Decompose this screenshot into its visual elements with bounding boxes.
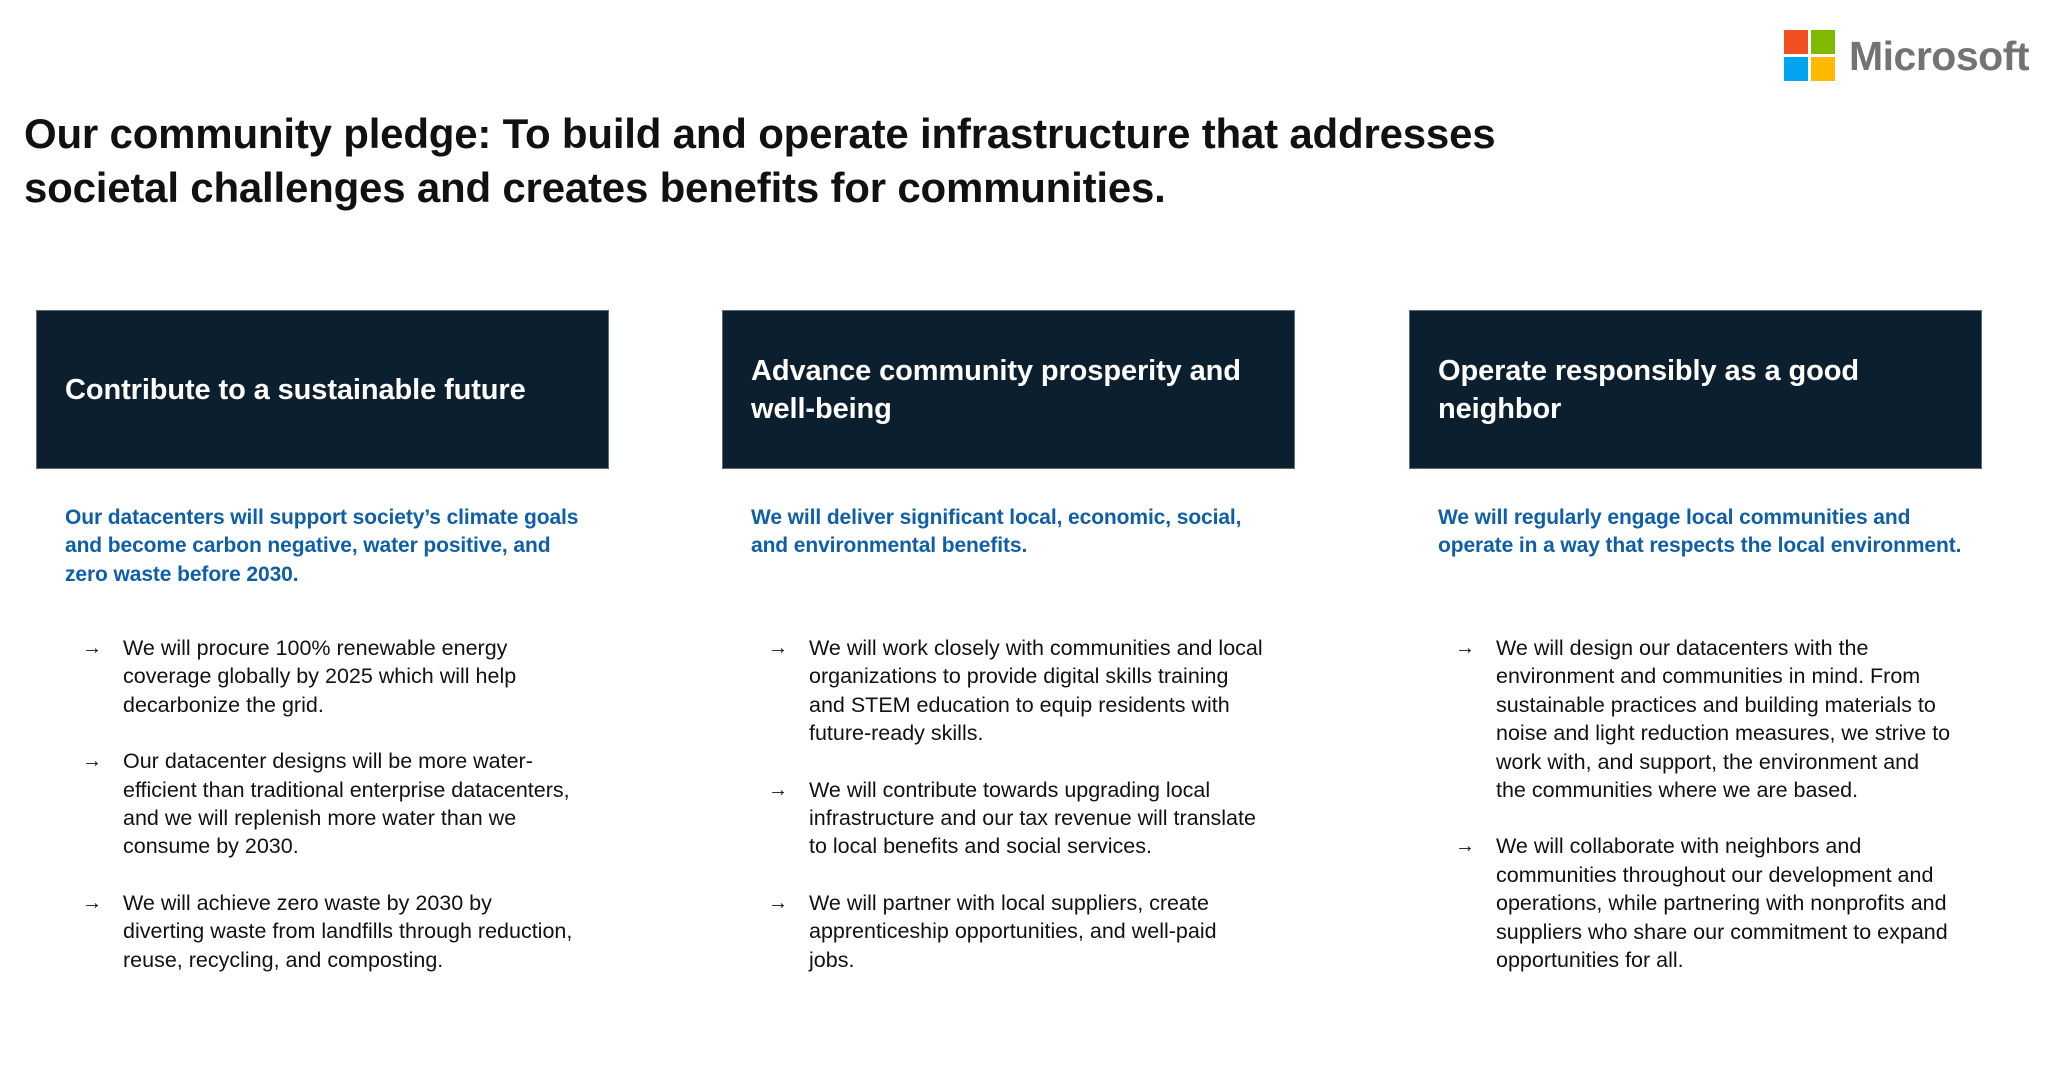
card-bullet-list (722, 634, 1295, 974)
arrow-right-icon: → (1455, 835, 1475, 858)
microsoft-logo (1784, 30, 2029, 82)
page-title-line-1: Our community pledge: To build and operate infrastructure that addresses (24, 110, 1496, 157)
card-header (1409, 310, 1982, 469)
list-item (82, 747, 579, 861)
arrow-right-icon: → (82, 891, 102, 914)
card-header (36, 310, 609, 469)
logo-square-red (1784, 30, 1808, 54)
list-item (768, 776, 1265, 861)
pledge-card-good-neighbor (1409, 310, 1982, 1002)
bullet-text: We will collaborate with neighbors and communities throughout our development and operations, while partnering with nonprofits and suppliers who share our commitment to expand opportunities for all. (1496, 834, 1948, 973)
arrow-right-icon: → (1455, 637, 1475, 659)
card-subtitle: We will deliver significant local, economic, social, and environmental benefits. (751, 506, 1242, 558)
card-subtitle: Our datacenters will support society’s climate goals and become carbon negative, water positive, and zero waste before 2030. (65, 506, 579, 586)
list-item (1455, 634, 1952, 804)
page-title (24, 107, 1624, 215)
arrow-right-icon: → (768, 637, 788, 659)
microsoft-logo-icon (1784, 30, 1835, 82)
bullet-text: We will achieve zero waste by 2030 by diverting waste from landfills through reduction, reuse, recycling, and composting. (123, 890, 573, 972)
card-heading: Advance community prosperity and well-being (751, 354, 1241, 425)
card-heading: Operate responsibly as a good neighbor (1438, 354, 1859, 425)
bullet-text: We will procure 100% renewable energy coverage globally by 2025 which will help decarbonize the grid. (123, 636, 517, 717)
pledge-card-sustainable-future (36, 310, 609, 1002)
bullet-text: We will work closely with communities and local organizations to provide digital skills training and STEM education to equip residents with future-ready skills. (809, 636, 1263, 746)
card-bullet-list (36, 634, 609, 974)
pledge-card-community-prosperity (722, 310, 1295, 1002)
arrow-right-icon: → (82, 750, 102, 773)
page-title-line-2: societal challenges and creates benefits for communities. (24, 164, 1166, 211)
arrow-right-icon: → (82, 637, 102, 659)
arrow-right-icon: → (768, 778, 788, 801)
logo-square-blue (1784, 57, 1808, 81)
list-item (768, 889, 1265, 974)
bullet-text: We will partner with local suppliers, create apprenticeship opportunities, and well-paid jobs. (809, 890, 1217, 972)
arrow-right-icon: → (768, 891, 788, 914)
card-subtitle: We will regularly engage local communities and operate in a way that respects the local environment. (1438, 506, 1962, 558)
list-item (82, 634, 579, 719)
microsoft-wordmark: Microsoft (1849, 33, 2029, 79)
card-heading: Contribute to a sustainable future (65, 373, 526, 406)
bullet-text: We will contribute towards upgrading local infrastructure and our tax revenue will translate to local benefits and social services. (809, 777, 1256, 859)
card-bullet-list (1409, 634, 1982, 974)
bullet-text: Our datacenter designs will be more water-efficient than traditional enterprise datacenters, and we will replenish more water than we consume by 2030. (123, 749, 570, 859)
list-item (768, 634, 1265, 748)
logo-square-green (1811, 30, 1835, 54)
list-item (1455, 832, 1952, 974)
list-item (82, 889, 579, 974)
logo-square-yellow (1811, 57, 1835, 81)
bullet-text: We will design our datacenters with the environment and communities in mind. From sustainable practices and building materials to noise and light reduction measures, we strive to work with, and support, the environment and the communities where we are based. (1496, 636, 1951, 803)
card-header (722, 310, 1295, 469)
